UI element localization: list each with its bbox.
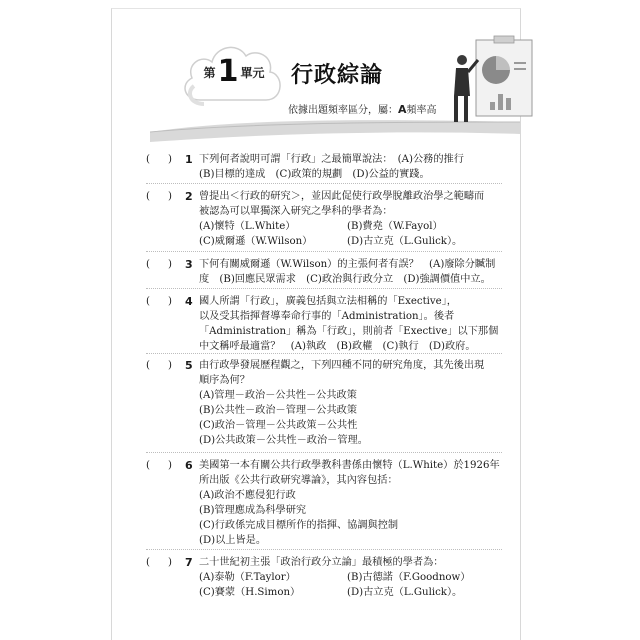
question-divider (146, 452, 502, 453)
unit-suffix: 單元 (240, 65, 265, 80)
option-a: (A)懷特（L.White） (199, 221, 296, 232)
option-d: (D)古立克（L.Gulick）。 (347, 587, 463, 598)
answer-blank[interactable] (146, 358, 174, 373)
question-divider (146, 549, 502, 550)
answer-paren-close: ) (168, 259, 172, 270)
question-number: 3 (185, 258, 193, 271)
option-b: (B)公共性－政治－管理－公共政策 (199, 405, 358, 416)
answer-paren-close: ) (168, 557, 172, 568)
question-divider (146, 353, 502, 354)
question-text-line: 以及受其指揮督導奉命行事的「Administration」。後者 (199, 311, 455, 322)
answer-paren-open: ( (146, 360, 150, 371)
option-c: (C)行政係完成目標所作的指揮、協調與控制 (199, 520, 399, 531)
frequency-label: 頻率高 (406, 105, 437, 116)
unit-number: 1 (217, 54, 239, 89)
question-text-line: 國人所謂「行政」，廣義包括與立法相稱的「Exective」， (199, 296, 457, 307)
answer-blank[interactable] (146, 294, 174, 309)
answer-blank[interactable] (146, 458, 174, 473)
chapter-title: 行政綜論 (291, 63, 384, 88)
option-a: (A)政治不應侵犯行政 (199, 490, 296, 501)
answer-blank[interactable] (146, 555, 174, 570)
question-number: 5 (185, 359, 193, 372)
answer-paren-open: ( (146, 296, 150, 307)
question-number: 7 (185, 556, 193, 569)
question-text-line: 「Administration」稱為「行政」，則前者「Exective」以下那個 (199, 326, 499, 337)
answer-paren-open: ( (146, 191, 150, 202)
question-text-line: 曾提出＜行政的研究＞，並因此促使行政學脫離政治學之範疇而 (199, 191, 485, 202)
question-text-line: 由行政學發展歷程觀之，下列四種不同的研究角度，其先後出現 (199, 360, 485, 371)
question-text-line: 順序為何？ (199, 375, 250, 386)
question-text-line: 美國第一本有關公共行政學教科書係由懷特（L.White）於1926年 (199, 460, 500, 471)
unit-prefix: 第 (203, 65, 216, 80)
option-a: (A)泰勒（F.Taylor） (199, 572, 296, 583)
question-text-line: 中文稱呼最適當？ (A)執政 (B)政權 (C)執行 (D)政府。 (199, 341, 476, 352)
frequency-note-lead: 依據出題頻率區分，屬： (288, 105, 398, 116)
question-text-line: 被認為可以單獨深入研究之學科的學者為： (199, 206, 393, 217)
option-d: (D)以上皆是。 (199, 535, 267, 546)
option-d: (D)公共政策－公共性－政治－管理。 (199, 435, 368, 446)
question-number: 2 (185, 190, 193, 203)
answer-paren-close: ) (168, 191, 172, 202)
presenter-chart-illustration-icon (448, 30, 538, 130)
answer-paren-open: ( (146, 259, 150, 270)
question-divider (146, 183, 502, 184)
answer-paren-close: ) (168, 154, 172, 165)
question-divider (146, 288, 502, 289)
option-b: (B)古德諾（F.Goodnow） (347, 572, 471, 583)
answer-paren-open: ( (146, 154, 150, 165)
question-divider (146, 251, 502, 252)
question-number: 4 (185, 295, 193, 308)
option-b: (B)費堯（W.Fayol） (347, 221, 443, 232)
option-d: (D)古立克（L.Gulick）。 (347, 236, 463, 247)
question-text-line: 下何有關威爾遜（W.Wilson）的主張何者有誤？ (A)廢除分贓制 (199, 259, 496, 270)
question-text-line: 所出版《公共行政研究導論》，其內容包括： (199, 475, 398, 486)
option-a: (A)管理－政治－公共性－公共政策 (199, 390, 357, 401)
unit-badge (202, 52, 266, 92)
question-number: 1 (185, 153, 193, 166)
option-c: (C)政治－管理－公共政策－公共性 (199, 420, 358, 431)
frequency-grade: A (398, 103, 407, 116)
answer-paren-close: ) (168, 460, 172, 471)
question-text-line: 下列何者說明可謂「行政」之最簡單說法： (A)公務的推行 (199, 154, 464, 165)
option-c: (C)賽蒙（H.Simon） (199, 587, 301, 598)
answer-blank[interactable] (146, 257, 174, 272)
option-c: (C)威爾遜（W.Wilson） (199, 236, 313, 247)
answer-blank[interactable] (146, 152, 174, 167)
answer-paren-open: ( (146, 557, 150, 568)
question-number: 6 (185, 459, 193, 472)
question-text-line: 二十世紀初主張「政治行政分立論」最積極的學者為： (199, 557, 444, 568)
answer-paren-open: ( (146, 460, 150, 471)
answer-paren-close: ) (168, 296, 172, 307)
answer-blank[interactable] (146, 189, 174, 204)
question-text-line: 度 (B)回應民眾需求 (C)政治與行政分立 (D)強調價值中立。 (199, 274, 491, 285)
question-text-line: (B)目標的達成 (C)政策的規劃 (D)公益的實踐。 (199, 169, 430, 180)
option-b: (B)管理應成為科學研究 (199, 505, 307, 516)
answer-paren-close: ) (168, 360, 172, 371)
